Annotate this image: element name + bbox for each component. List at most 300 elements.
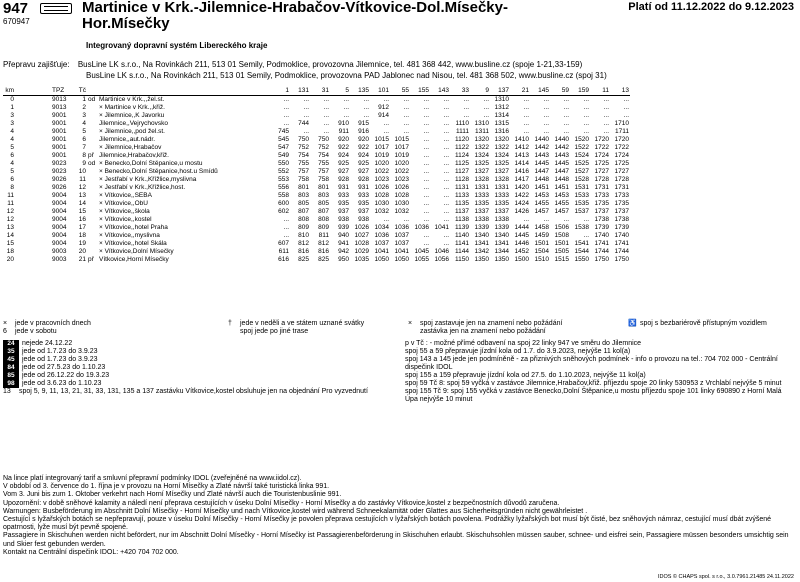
- row-time: 938: [338, 216, 349, 223]
- row-tc: 8: [82, 152, 86, 159]
- row-time: 1722: [594, 144, 609, 151]
- row-time: 941: [338, 240, 349, 247]
- row-time: 1341: [494, 240, 509, 247]
- row-time: 1528: [574, 176, 589, 183]
- row-time: 1316: [494, 128, 509, 135]
- row-time: ...: [483, 96, 489, 103]
- row-time: 1131: [455, 184, 469, 191]
- row-time: 1522: [574, 144, 589, 151]
- row-tc: 5: [82, 128, 86, 135]
- legend-item: × jede v pracovních dnech: [3, 320, 91, 327]
- row-time: 1448: [534, 176, 549, 183]
- row-time: 805: [318, 200, 329, 207]
- row-od: [87, 208, 98, 216]
- row-km-blank: [27, 184, 39, 192]
- code-item: 98 jede od 3.6.23 do 1.10.23: [3, 380, 398, 388]
- row-time: 1410: [514, 136, 529, 143]
- legend-item: 6 jede v sobotu: [3, 328, 57, 335]
- row-time: ...: [443, 208, 449, 215]
- row-time: ...: [343, 112, 349, 119]
- table-row: [3, 224, 630, 232]
- row-time: 809: [298, 224, 309, 231]
- row-time: 1727: [594, 168, 609, 175]
- row-tc: 2: [82, 104, 86, 111]
- code-item: 13 spoj 5, 9, 11, 13, 21, 31, 33, 131, 135 a 137 zastávku Vítkovice,kostel obsluhuje jen na objednání Pro vyzvednutí: [3, 388, 368, 395]
- row-tc: 16: [78, 216, 86, 223]
- trip-header: 135: [350, 87, 370, 96]
- row-time: 1128: [455, 176, 469, 183]
- row-time: 801: [298, 184, 309, 191]
- row-tc: 6: [82, 136, 86, 143]
- subtitle: Integrovaný dopravní systém Libereckého kraje: [86, 41, 268, 50]
- row-km-blank: [27, 240, 39, 248]
- row-time: 1030: [374, 200, 389, 207]
- row-time: 1501: [534, 240, 549, 247]
- row-time: 1458: [534, 224, 549, 231]
- row-time: 1035: [354, 256, 369, 263]
- row-od: od: [88, 96, 96, 103]
- row-time: ...: [443, 112, 449, 119]
- row-time: ...: [323, 112, 329, 119]
- row-time: 1022: [394, 168, 409, 175]
- row-time: 1515: [554, 256, 569, 263]
- row-time: 1750: [594, 256, 609, 263]
- row-time: ...: [543, 104, 549, 111]
- row-time: ...: [443, 120, 449, 127]
- km-header-blank: [39, 87, 51, 96]
- row-time: 757: [318, 168, 329, 175]
- row-time: ...: [603, 96, 609, 103]
- table-row: [3, 192, 630, 200]
- row-km-blank: [39, 240, 51, 248]
- row-time: 1524: [574, 152, 589, 159]
- row-time: 1310: [494, 96, 509, 103]
- row-km: 4: [10, 136, 14, 143]
- row-tc: 14: [78, 200, 86, 207]
- row-tpz: 9004: [52, 232, 67, 239]
- code-list-right: p v Tč : - možné přímé odbavení na spoj 22 linky 947 ve směru do Jilemnice spoj 55 a 59 přepravuje jízdní kola od 1.7. do 3.9.2023, nejvýše 11 kol(a) spoj 143 a 145 jede jen podmíněně - za přiznivých sněhových podmínek - info o provozu na tel.: 704 702 000 - Centrální dispečink IDOL spoj 155 a 159 přepravuje jízdní kola od 27.5. do 1.10.2023, nejvýše 11 kol(a) spoj 59 Tč 8: spoj 59 vyčká v zastávce Jilemnice,Hrabačov,křiž. příjezdu spoje 20 linky 530953 z Vrchlabí nejvýše 5 minut spoj 155 Tč 9: spoj 155 vyčká v zastávce Benecko,Dolní Štěpanice,u mostu příjezdu spoje 101 linky 690890 z Horní Malá Úpa nejvýše 10 minut: [405, 340, 782, 403]
- legend-item: † jede v neděli a ve státem uznané svátky: [228, 320, 365, 327]
- row-time: ...: [323, 128, 329, 135]
- row-time: 1440: [554, 136, 569, 143]
- row-time: 1350: [494, 256, 509, 263]
- row-time: 1453: [554, 192, 569, 199]
- row-km-blank: [39, 120, 51, 128]
- row-km-blank: [27, 136, 39, 144]
- validity: Platí od 11.12.2022 do 9.12.2023: [628, 1, 794, 13]
- row-time: 1340: [474, 232, 489, 239]
- row-tpz: 9003: [52, 256, 67, 263]
- row-time: 1537: [574, 208, 589, 215]
- row-time: 1544: [574, 248, 589, 255]
- row-time: ...: [443, 136, 449, 143]
- row-time: ...: [423, 128, 429, 135]
- row-time: 803: [298, 192, 309, 199]
- row-time: 807: [318, 208, 329, 215]
- row-time: ...: [423, 176, 429, 183]
- row-km: 3: [10, 112, 14, 119]
- row-time: 1124: [455, 152, 469, 159]
- row-time: 1324: [494, 152, 509, 159]
- row-time: ...: [443, 184, 449, 191]
- row-time: 1710: [614, 120, 629, 127]
- row-time: 750: [298, 136, 309, 143]
- row-stop: × Vítkovice,Dolní Mísečky: [99, 248, 174, 255]
- row-time: 600: [278, 200, 289, 207]
- row-time: ...: [423, 208, 429, 215]
- row-time: 1505: [554, 248, 569, 255]
- row-time: 1740: [614, 232, 629, 239]
- row-time: 1019: [374, 152, 389, 159]
- row-time: 1501: [554, 240, 569, 247]
- row-time: ...: [443, 240, 449, 247]
- row-time: 1520: [574, 136, 589, 143]
- row-stop: Jilemnice,Hrabačov,křiž.: [99, 152, 169, 159]
- row-time: 1322: [494, 144, 509, 151]
- row-time: 558: [278, 192, 289, 199]
- row-time: 924: [358, 152, 369, 159]
- row-tpz: 9004: [52, 200, 67, 207]
- row-time: 1442: [554, 144, 569, 151]
- row-time: ...: [403, 96, 409, 103]
- row-time: 925: [338, 160, 349, 167]
- row-od: [87, 104, 98, 112]
- row-time: 1446: [514, 240, 529, 247]
- row-time: 927: [338, 168, 349, 175]
- row-tc: 20: [78, 248, 86, 255]
- row-time: 1445: [514, 232, 529, 239]
- row-km-blank: [27, 208, 39, 216]
- row-time: 1426: [514, 208, 529, 215]
- row-time: ...: [443, 144, 449, 151]
- row-time: 1324: [474, 152, 489, 159]
- row-time: 1739: [594, 224, 609, 231]
- row-time: 744: [298, 120, 309, 127]
- row-time: ...: [443, 128, 449, 135]
- row-time: 937: [338, 208, 349, 215]
- row-time: 1150: [455, 256, 469, 263]
- row-tpz: 9001: [52, 144, 67, 151]
- row-time: 933: [338, 192, 349, 199]
- row-time: 915: [358, 120, 369, 127]
- row-tc: 7: [82, 144, 86, 151]
- row-km: 14: [6, 232, 14, 239]
- table-row: [3, 120, 630, 128]
- row-time: 1328: [474, 176, 489, 183]
- row-time: 1029: [354, 248, 369, 255]
- row-km-blank: [15, 112, 27, 120]
- row-time: 1724: [594, 152, 609, 159]
- table-row: [3, 144, 630, 152]
- trip-header: 101: [370, 87, 390, 96]
- row-time: 914: [378, 112, 389, 119]
- row-km-blank: [15, 248, 27, 256]
- row-time: 752: [298, 144, 309, 151]
- row-od: [87, 224, 98, 232]
- row-time: ...: [423, 104, 429, 111]
- row-time: 916: [358, 128, 369, 135]
- row-time: 1541: [574, 240, 589, 247]
- row-km-blank: [15, 240, 27, 248]
- table-row: [3, 208, 630, 216]
- row-time: 935: [358, 200, 369, 207]
- line-number: 947: [3, 0, 29, 17]
- row-time: ...: [543, 120, 549, 127]
- row-time: ...: [543, 96, 549, 103]
- row-time: 1122: [455, 144, 469, 151]
- row-time: 1056: [434, 256, 449, 263]
- row-time: 1442: [534, 144, 549, 151]
- row-time: 556: [278, 184, 289, 191]
- row-time: 1414: [514, 160, 529, 167]
- timetable: [3, 87, 630, 264]
- code-item: 85 jede od 26.12.22 do 19.3.23: [3, 372, 398, 380]
- row-km-blank: [39, 208, 51, 216]
- row-time: ...: [283, 104, 289, 111]
- row-km: 12: [6, 208, 14, 215]
- row-stop: × Jestřabí v Krk.,Křížlice,host.: [99, 184, 186, 191]
- row-km-blank: [39, 168, 51, 176]
- row-tpz: 9013: [52, 104, 67, 111]
- table-row: [3, 256, 630, 264]
- row-tpz: 9001: [52, 128, 67, 135]
- row-time: 1041: [394, 248, 409, 255]
- table-row: [3, 216, 630, 224]
- row-time: ...: [583, 232, 589, 239]
- row-km-blank: [27, 128, 39, 136]
- row-od: [87, 176, 98, 184]
- row-time: 1310: [474, 120, 489, 127]
- row-time: ...: [563, 96, 569, 103]
- legend-item: × spoj zastavuje jen na znamení nebo požádání: [408, 320, 563, 327]
- row-km: 8: [10, 184, 14, 191]
- row-time: ...: [443, 200, 449, 207]
- row-stop: × Vítkovice,,SEBA: [99, 192, 152, 199]
- row-od: [87, 136, 98, 144]
- row-time: 1424: [514, 200, 529, 207]
- row-time: ...: [343, 96, 349, 103]
- table-row: [3, 136, 630, 144]
- row-time: ...: [403, 216, 409, 223]
- row-time: ...: [403, 128, 409, 135]
- row-time: 755: [298, 160, 309, 167]
- row-time: ...: [383, 128, 389, 135]
- legend-item: ♿ spoj s bezbariérově přístupným vozidlem: [628, 320, 767, 327]
- row-time: ...: [383, 120, 389, 127]
- row-od: [87, 216, 98, 224]
- row-time: ...: [543, 112, 549, 119]
- table-row: [3, 176, 630, 184]
- row-tpz: 9003: [52, 248, 67, 255]
- footer: IDOS © CHAPS spol. s r.o., 3.0.7961.21485 24.11.2022: [657, 574, 794, 580]
- row-time: ...: [603, 104, 609, 111]
- row-km-blank: [15, 256, 27, 264]
- row-stop: × Benecko,Dolní Štěpanice,host.u Šmídů: [99, 168, 218, 175]
- row-time: 1312: [494, 104, 509, 111]
- row-time: 611: [278, 248, 289, 255]
- row-od: př: [88, 152, 94, 159]
- row-time: ...: [303, 104, 309, 111]
- row-time: 1443: [554, 152, 569, 159]
- row-time: ...: [303, 96, 309, 103]
- row-time: 950: [338, 256, 349, 263]
- row-time: 920: [358, 136, 369, 143]
- row-time: ...: [623, 112, 629, 119]
- row-km: 11: [7, 192, 14, 199]
- row-time: 808: [298, 216, 309, 223]
- row-time: 1444: [514, 224, 529, 231]
- row-km-blank: [27, 216, 39, 224]
- row-time: 1325: [494, 160, 509, 167]
- row-time: 1041: [374, 248, 389, 255]
- row-time: ...: [403, 120, 409, 127]
- row-km-blank: [15, 184, 27, 192]
- trip-header: 55: [390, 87, 410, 96]
- row-od: [87, 232, 98, 240]
- row-km: 4: [10, 160, 14, 167]
- row-time: 938: [358, 216, 369, 223]
- row-time: ...: [283, 224, 289, 231]
- row-km-blank: [15, 200, 27, 208]
- row-time: 1337: [494, 208, 509, 215]
- trip-header: 33: [450, 87, 470, 96]
- code-item: 35 jede od 1.7.23 do 3.9.23: [3, 348, 398, 356]
- row-time: 1722: [614, 144, 629, 151]
- table-row: [3, 160, 630, 168]
- row-time: ...: [603, 120, 609, 127]
- code-item: 84 jede od 27.5.23 do 1.10.23: [3, 364, 398, 372]
- row-time: ...: [563, 104, 569, 111]
- row-time: 1728: [614, 176, 629, 183]
- row-tc: 11: [79, 176, 86, 183]
- row-time: ...: [543, 128, 549, 135]
- row-time: 1459: [534, 232, 549, 239]
- trip-header: 9: [470, 87, 490, 96]
- notes: Na lince platí integrovaný tarif a smluvní přepravní podmínky IDOL (zveřejněné na www.iidol.cz). V období od 3. července do 1. října je v provozu na Horní Mísečky a Zlaté návrší také turistická linka 991. Vom 3. Juni bis zum 1. Oktober verkehrt nach Horní Mísečky und Zlaté návrší auch die Touristenbuslinie 991. Upozornění: v době sněhové kalamity a náledí není přeprava cestujících v úseku Dolní Mísečky - Horní Mísečky a do zastávky Vítkovice,kostel z bezpečnostních důvodů zaručena. Warnungen: Busbeförderung im Abschnitt Dolní Mísečky - Horní Mísečky und nach Vítkovice,kostel wird während Schneekalamität oder Glattes aus Sicherheitsgründen nicht gewährleistet . Cestující s lyžařských botách se nepřepravují, pouze v úseku Dolní Mísečky - Horní Mísečky je povolen přeprava cestujících v lyžařských botách povolena. Podrážky lyžařských bot musí být čisté, bez sněhových námraz, cestující musí dbát zvýšené opatrnosti, lyže musí být pevně spojené. Passagiere in Skischuhen werden nicht befördert, nur im Abschnitt Dolní Mísečky - Horní Mísečky ist Passagierenbeförderung in Skischuhen erlaubt. Skischuhsohlen müssen sauber, schnee- und eisfrei sein, Passagiere müssen besonders umsichtig sein und Skier fest gebunden werden. Kontakt na Centrální dispečink IDOL: +420 704 702 000.: [3, 475, 789, 556]
- row-time: 1340: [494, 232, 509, 239]
- row-km: 6: [10, 176, 14, 183]
- row-km: 4: [10, 128, 14, 135]
- row-time: 1322: [474, 144, 489, 151]
- km-header-blank: [15, 87, 27, 96]
- row-stop: × Vítkovice,,škola: [99, 208, 150, 215]
- row-time: 1720: [614, 136, 629, 143]
- row-time: 1725: [594, 160, 609, 167]
- row-time: 1328: [494, 176, 509, 183]
- row-time: 1137: [455, 208, 469, 215]
- row-time: 816: [298, 248, 309, 255]
- row-time: ...: [423, 240, 429, 247]
- trip-header: 59: [550, 87, 570, 96]
- row-km-blank: [27, 248, 39, 256]
- row-tpz: 9023: [52, 160, 67, 167]
- row-od: [87, 192, 98, 200]
- row-time: 1041: [434, 224, 449, 231]
- row-km: 5: [10, 168, 14, 175]
- row-time: 1451: [534, 184, 549, 191]
- row-time: 940: [338, 232, 349, 239]
- row-time: 1500: [514, 256, 529, 263]
- row-time: ...: [523, 216, 529, 223]
- row-stop: Jilemnice,,aut.nádr.: [99, 136, 156, 143]
- row-time: ...: [423, 152, 429, 159]
- row-time: 1440: [534, 136, 549, 143]
- row-time: 1110: [455, 120, 469, 127]
- row-km-blank: [27, 152, 39, 160]
- row-time: 910: [338, 120, 349, 127]
- legend-item: zastávka jen na znamení nebo požádání: [420, 328, 546, 335]
- trip-header: 5: [330, 87, 350, 96]
- timetable-header: [3, 87, 630, 96]
- row-time: 1017: [394, 144, 409, 151]
- row-time: 1023: [394, 176, 409, 183]
- row-time: ...: [283, 112, 289, 119]
- row-time: 754: [298, 152, 309, 159]
- row-time: 750: [318, 136, 329, 143]
- row-time: ...: [323, 120, 329, 127]
- row-time: 922: [338, 144, 349, 151]
- row-stop: × Vítkovice,,myslivna: [99, 232, 160, 239]
- row-time: 1020: [394, 160, 409, 167]
- row-stop: Jilemnice,,Vejrychovsko: [99, 120, 168, 127]
- row-time: 801: [318, 184, 329, 191]
- trip-header: 143: [430, 87, 450, 96]
- row-time: 1413: [514, 152, 529, 159]
- row-time: ...: [423, 168, 429, 175]
- row-time: ...: [563, 120, 569, 127]
- row-time: 1725: [614, 160, 629, 167]
- row-time: 1017: [374, 144, 389, 151]
- row-km-blank: [15, 120, 27, 128]
- row-time: 1750: [614, 256, 629, 263]
- row-tpz: 9004: [52, 208, 67, 215]
- table-row: [3, 104, 630, 112]
- row-time: 1510: [534, 256, 549, 263]
- row-time: ...: [363, 104, 369, 111]
- row-time: 1445: [554, 160, 569, 167]
- row-time: 1737: [614, 208, 629, 215]
- row-time: ...: [523, 112, 529, 119]
- row-time: ...: [543, 216, 549, 223]
- row-time: ...: [403, 112, 409, 119]
- row-time: ...: [443, 216, 449, 223]
- row-km-blank: [27, 160, 39, 168]
- row-km-blank: [15, 144, 27, 152]
- row-time: 549: [278, 152, 289, 159]
- trip-header: 145: [530, 87, 550, 96]
- row-od: [87, 144, 98, 152]
- trip-header: 11: [590, 87, 610, 96]
- row-time: ...: [363, 112, 369, 119]
- row-time: ...: [583, 128, 589, 135]
- row-tc: 15: [78, 208, 86, 215]
- row-time: ...: [423, 192, 429, 199]
- row-time: 805: [298, 200, 309, 207]
- row-time: 1739: [614, 224, 629, 231]
- row-time: 810: [298, 232, 309, 239]
- stop-header: [98, 87, 270, 96]
- trip-header: 31: [310, 87, 330, 96]
- row-tc: 17: [78, 224, 86, 231]
- row-km-blank: [15, 216, 27, 224]
- row-km-blank: [27, 168, 39, 176]
- row-time: 812: [298, 240, 309, 247]
- row-time: 1533: [574, 192, 589, 199]
- row-stop: × Martinice v Krk.,,křiž.: [99, 104, 165, 111]
- route-title: Martinice v Krk.-Jilemnice-Hrabačov-Vítkovice-Dol.Mísečky-Hor.Mísečky: [82, 0, 508, 32]
- row-time: 1045: [414, 248, 429, 255]
- row-time: 1720: [594, 136, 609, 143]
